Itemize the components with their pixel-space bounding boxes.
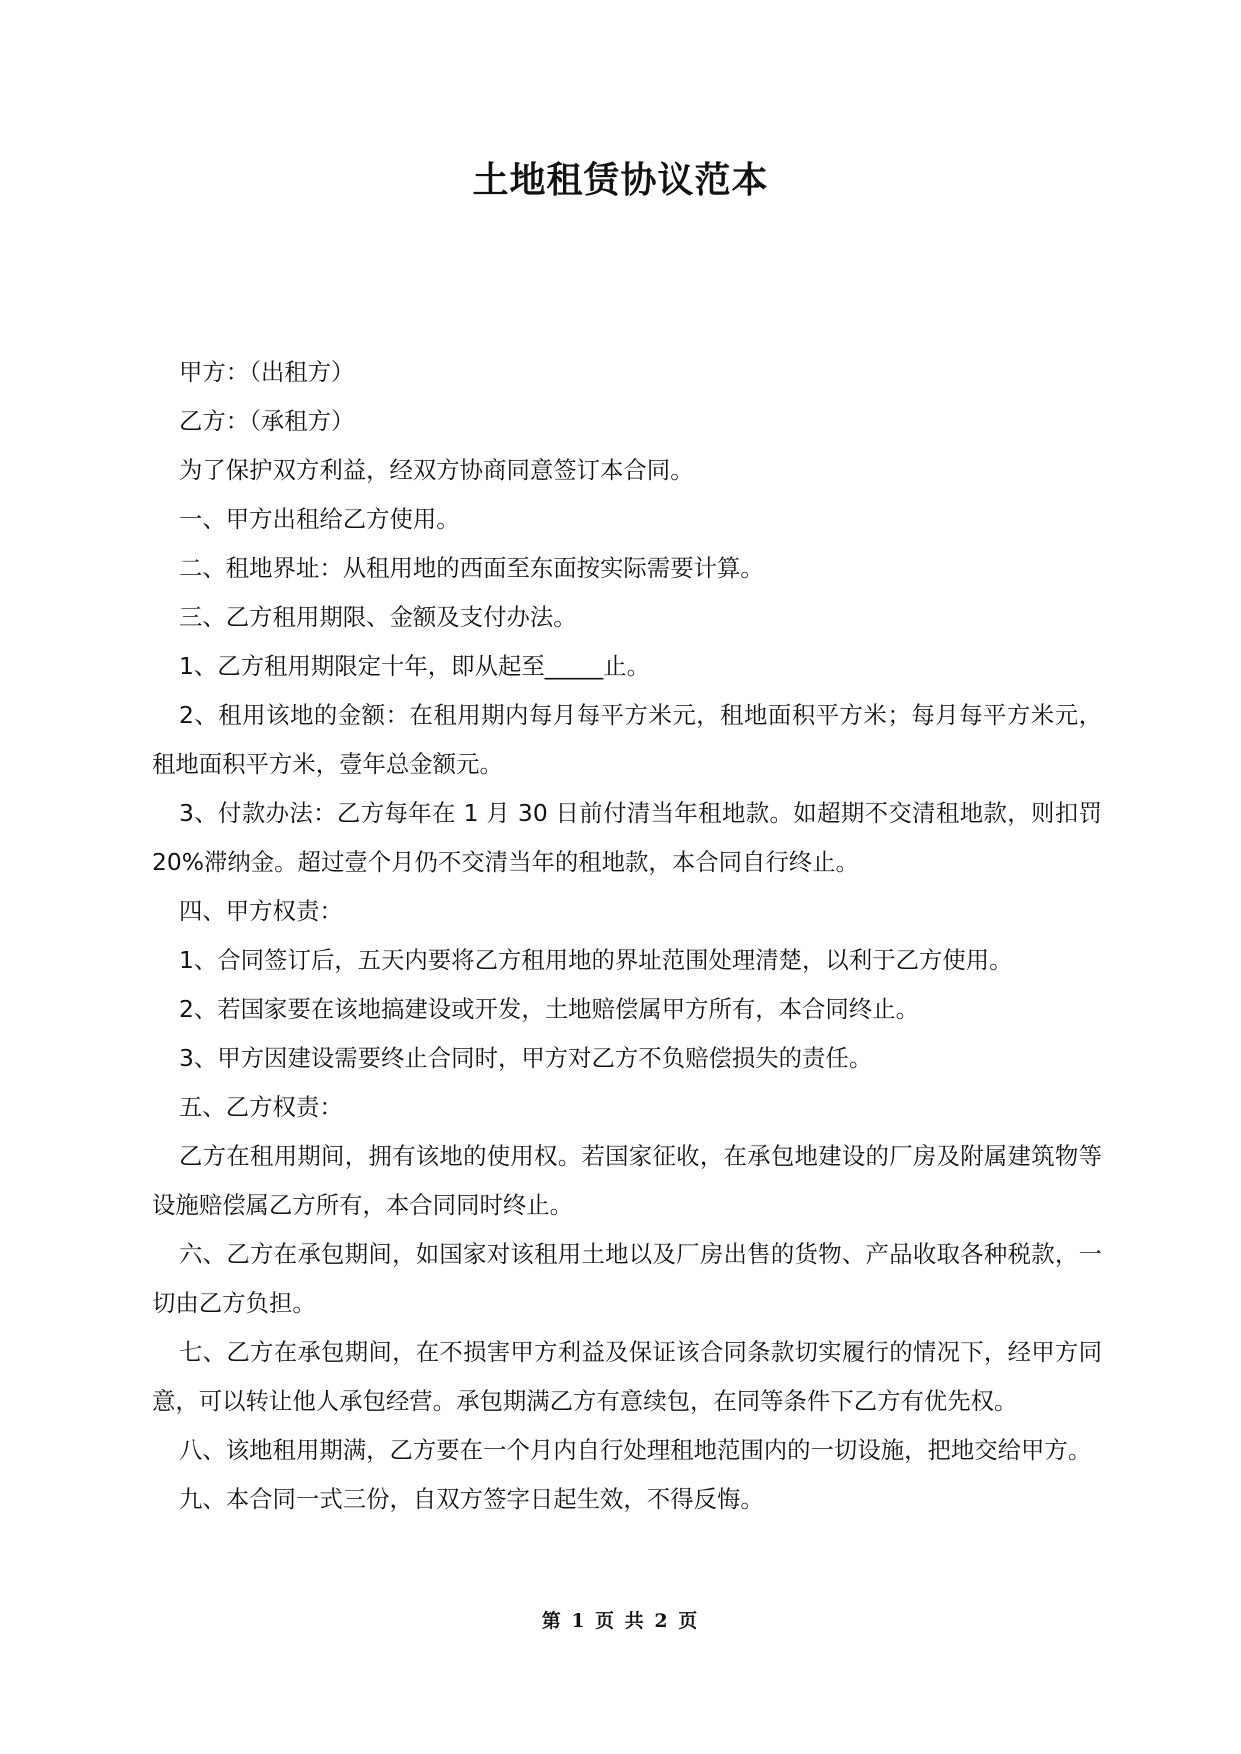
clause-4-item-3: 3、甲方因建设需要终止合同时，甲方对乙方不负赔偿损失的责任。 [179,1044,873,1072]
party-b-line: 乙方：（承租方） [179,407,355,435]
clause-1: 一、甲方出租给乙方使用。 [179,505,460,533]
clause-3-item-3: 3、付款办法：乙方每年在 1 月 30 日前付清当年租地款。如超期不交清租地款，则扣罚 20%滞纳金。超过壹个月仍不交清当年的租地款，本合同自行终止。 [152,799,1102,876]
clause-7: 七、乙方在承包期间，在不损害甲方利益及保证该合同条款切实履行的情况下，经甲方同意，可以转让他人承包经营。承包期满乙方有意续包，在同等条件下乙方有优先权。 [152,1338,1102,1415]
preamble-paragraph: 为了保护双方利益，经双方协商同意签订本合同。 [179,456,694,484]
clause-4-item-1: 1、合同签订后，五天内要将乙方租用地的界址范围处理清楚，以利于乙方使用。 [179,946,1013,974]
page-number-footer: 第 1 页 共 2 页 [541,1610,700,1632]
clause-3-heading: 三、乙方租用期限、金额及支付办法。 [179,603,577,631]
clause-4-item-2: 2、若国家要在该地搞建设或开发，土地赔偿属甲方所有，本合同终止。 [179,995,919,1023]
clause-5-body: 乙方在租用期间，拥有该地的使用权。若国家征收，在承包地建设的厂房及附属建筑物等设施赔偿属乙方所有，本合同同时终止。 [152,1142,1102,1219]
clause-3-item-1: 1、乙方租用期限定十年，即从起至_____止。 [179,652,650,680]
clause-8: 八、该地租用期满，乙方要在一个月内自行处理租地范围内的一切设施，把地交给甲方。 [179,1436,1092,1464]
clause-9: 九、本合同一式三份，自双方签字日起生效，不得反悔。 [179,1485,764,1513]
clause-4-heading: 四、甲方权责： [179,897,343,925]
clause-5-heading: 五、乙方权责： [179,1093,343,1121]
clause-2: 二、租地界址：从租用地的西面至东面按实际需要计算。 [179,554,764,582]
clause-6: 六、乙方在承包期间，如国家对该租用土地以及厂房出售的货物、产品收取各种税款，一切由乙方负担。 [152,1240,1102,1317]
clause-3-item-2: 2、租用该地的金额：在租用期内每月每平方米元，租地面积平方米；每月每平方米元，租地面积平方米，壹年总金额元。 [152,701,1102,778]
document-title: 土地租赁协议范本 [472,160,769,201]
document-body [152,348,1102,1524]
party-a-line: 甲方：（出租方） [179,358,355,386]
